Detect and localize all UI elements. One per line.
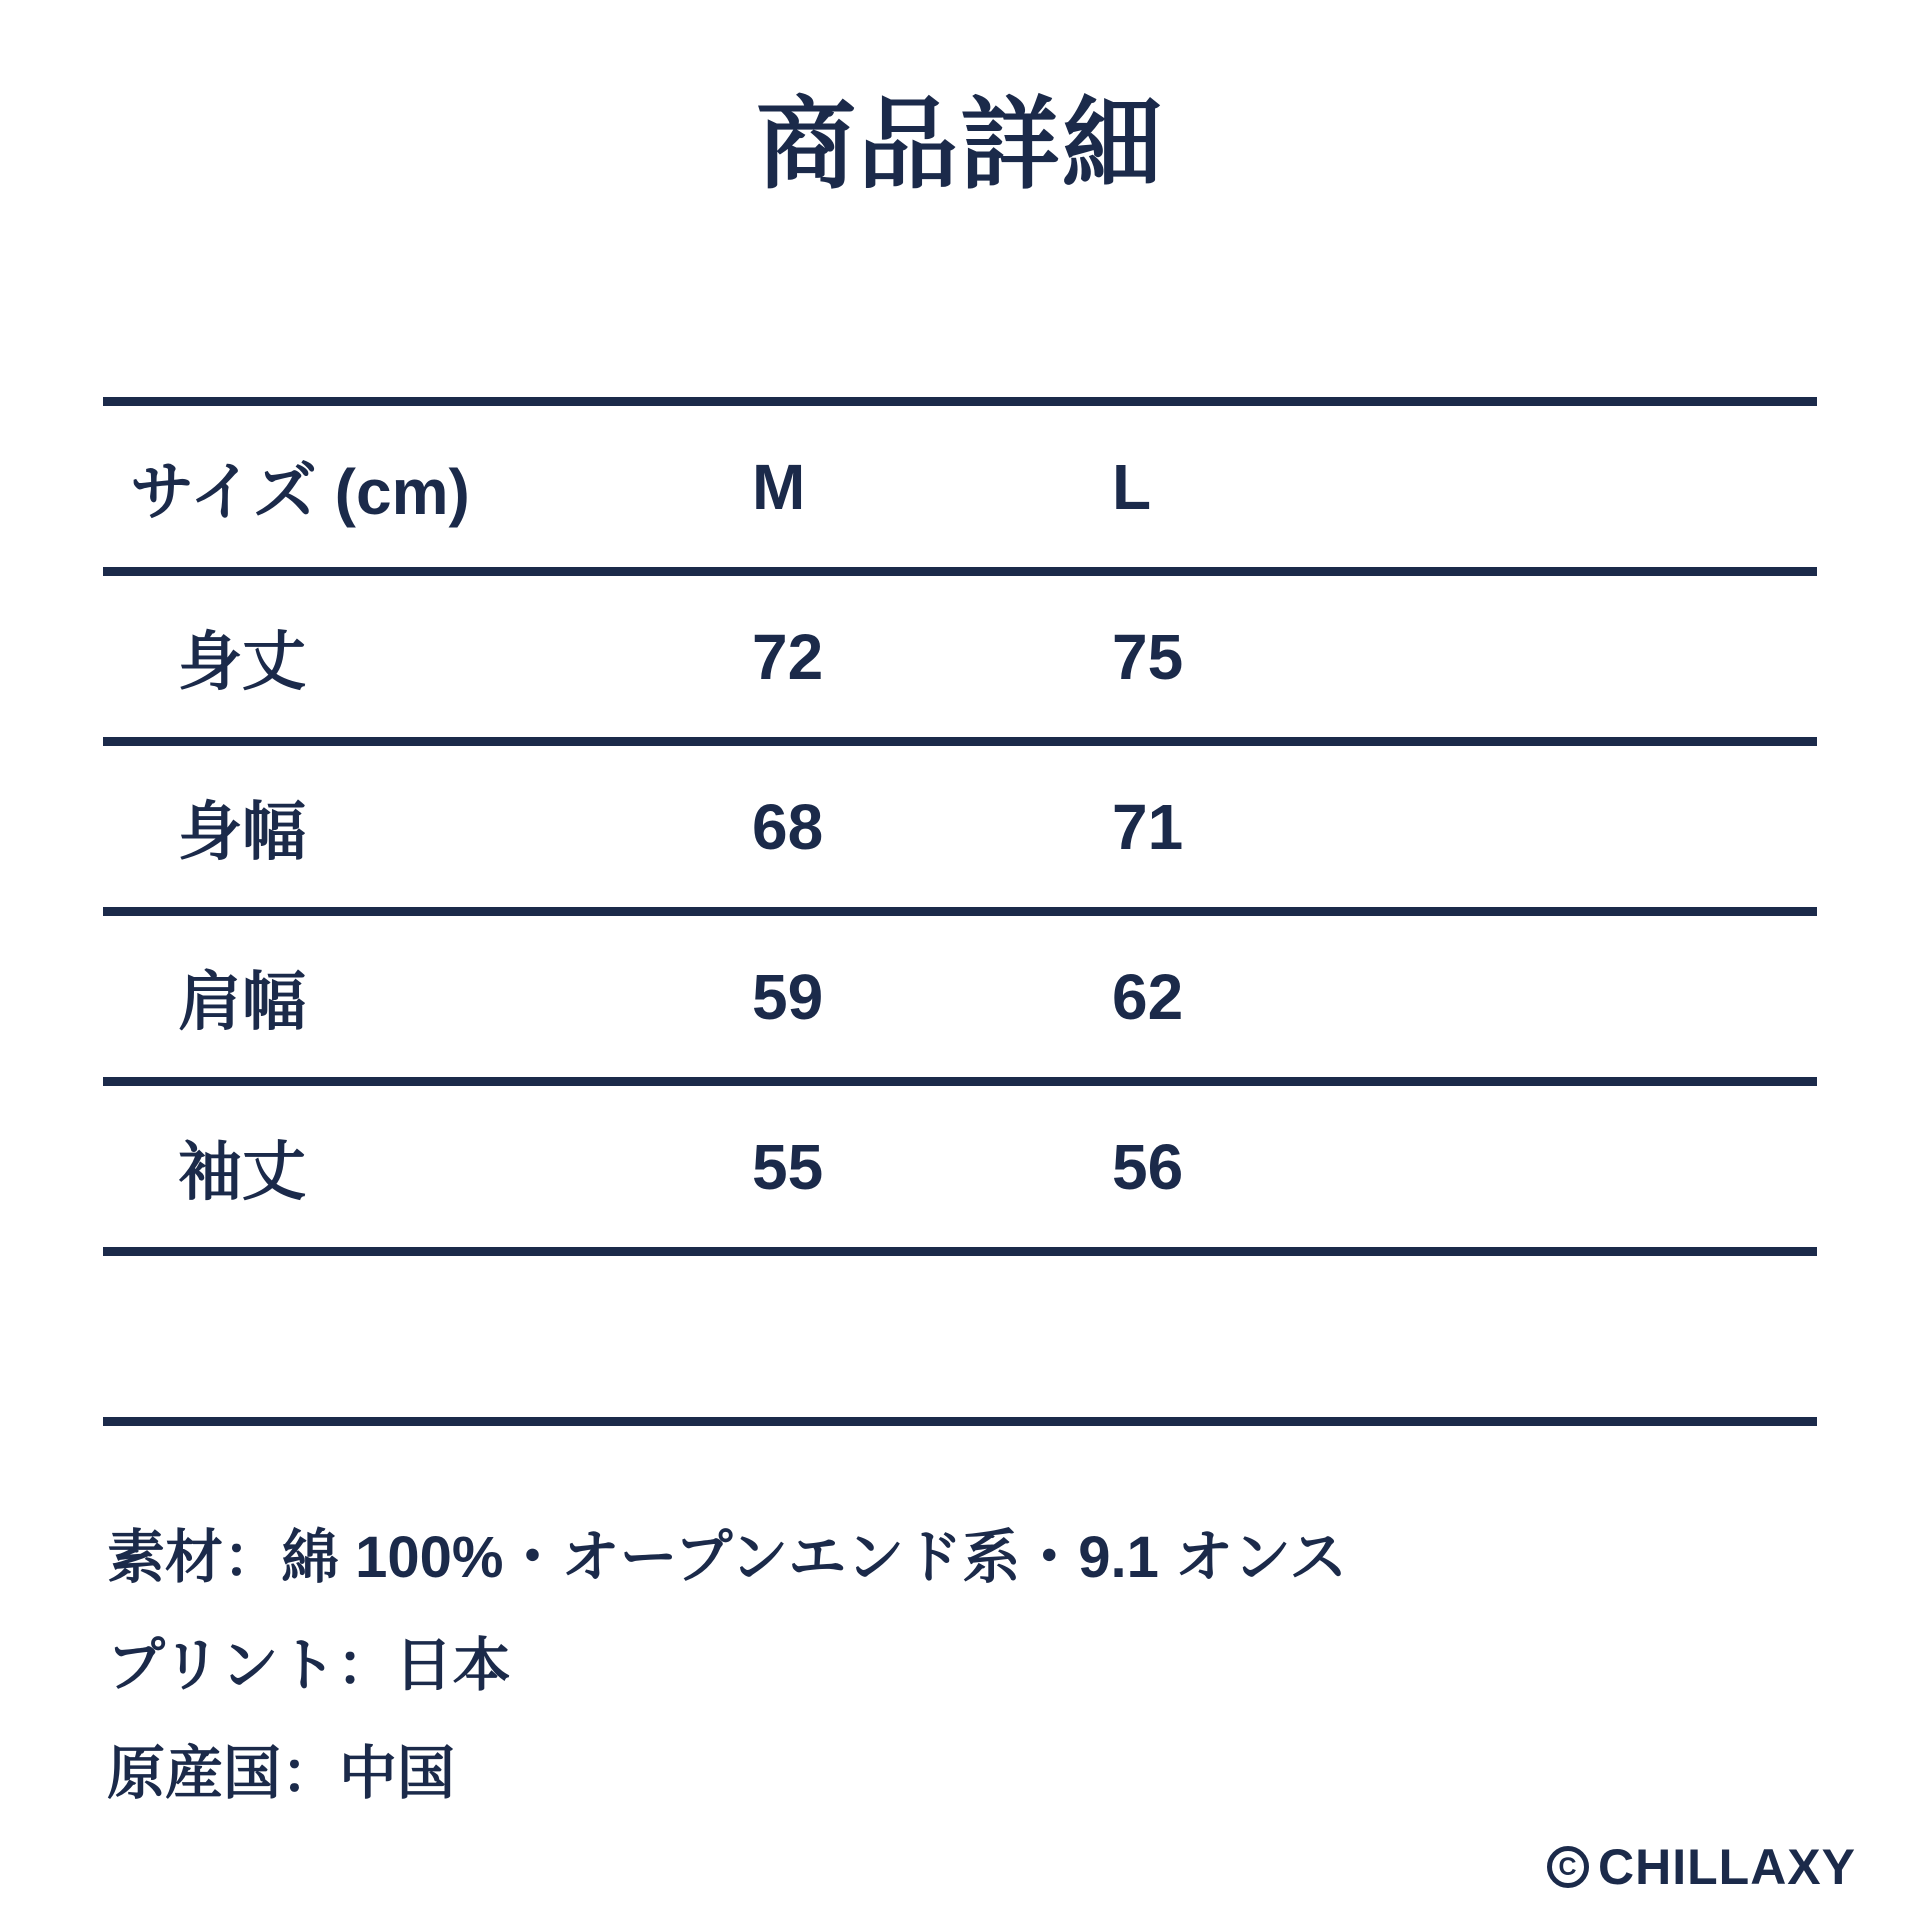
row-label: 肩幅: [178, 965, 306, 1038]
size-table-header-row: [103, 397, 1817, 567]
page-title: 商品詳細: [756, 89, 1164, 201]
row-value-l: 56: [1112, 1130, 1184, 1203]
product-details-block: [107, 1504, 1347, 1828]
size-table: [103, 397, 1817, 1426]
detail-line-origin: 原産国：中国: [107, 1741, 456, 1806]
header-size-label: サイズ (cm): [130, 455, 470, 528]
brand-mark: [1547, 1838, 1856, 1896]
row-value-l: 62: [1112, 960, 1184, 1033]
table-row-sleeve-length: [103, 1077, 1817, 1247]
row-value-m: 68: [752, 790, 824, 863]
detail-line-print: プリント：日本: [107, 1633, 511, 1698]
table-row-body-width: [103, 737, 1817, 907]
table-row-empty: [103, 1247, 1817, 1417]
row-label: 袖丈: [178, 1135, 306, 1208]
row-value-l: 71: [1112, 790, 1184, 863]
table-row-shoulder-width: [103, 907, 1817, 1077]
row-label: 身丈: [178, 625, 306, 698]
row-value-m: 59: [752, 960, 824, 1033]
header-col-m: M: [752, 450, 806, 523]
copyright-icon: [1547, 1846, 1589, 1888]
copyright-letter: C: [1558, 1852, 1578, 1881]
row-value-l: 75: [1112, 620, 1184, 693]
header-col-l: L: [1112, 450, 1152, 523]
row-value-m: 55: [752, 1130, 824, 1203]
table-bottom-rule: [103, 1417, 1817, 1426]
row-value-m: 72: [752, 620, 824, 693]
detail-line-material: 素材：綿 100%・オープンエンド系・9.1 オンス: [107, 1525, 1348, 1590]
table-row-body-length: [103, 567, 1817, 737]
brand-name: CHILLAXY: [1598, 1839, 1856, 1895]
row-label: 身幅: [178, 795, 306, 868]
